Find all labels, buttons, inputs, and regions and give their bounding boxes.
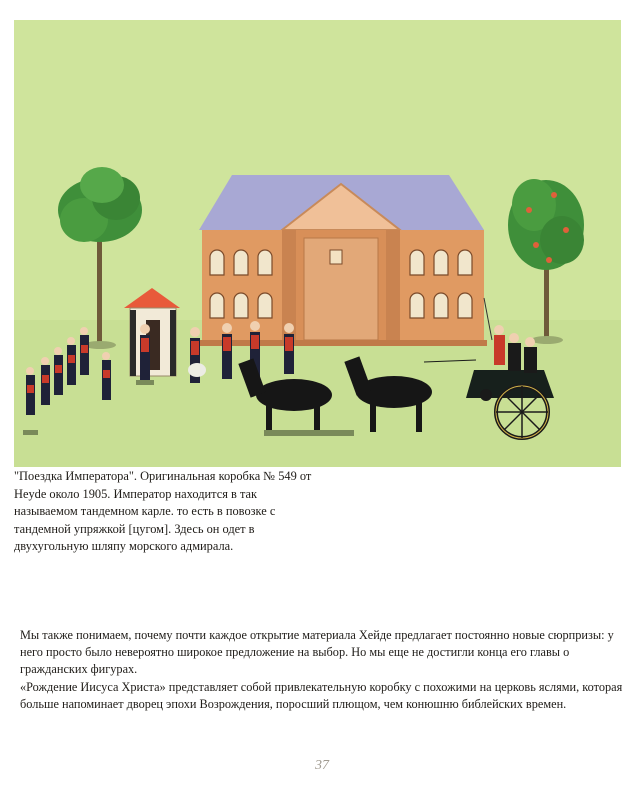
page-number: 37	[315, 758, 329, 773]
photo-caption: "Поездка Императора". Оригинальная коробка № 549 от Heyde около 1905. Император находится в так называемом тандемном карле. то есть в повозке с тандемной упряжкой [цугом]. Здесь он одет в двухугольную шляпу морского адмирала.	[14, 469, 312, 554]
paragraph: Мы также понимаем, почему почти каждое открытие материала Хейде предлагает постоянно новые сюрпризы: у него просто было невероятно широкое предложение на выбор. Но мы еще не достигли конца его главы о гражданских фигурах.	[20, 628, 614, 677]
body-text	[20, 627, 630, 713]
palace-building	[199, 175, 487, 346]
diorama-photo	[14, 20, 621, 467]
paragraph: «Рождение Иисуса Христа» представляет собой привлекательную коробку с похожими на церковь яслями, которая больше напоминает дворец эпохи Возрождения, поросший плющом, чем конюшню библейских времен.	[20, 679, 623, 711]
